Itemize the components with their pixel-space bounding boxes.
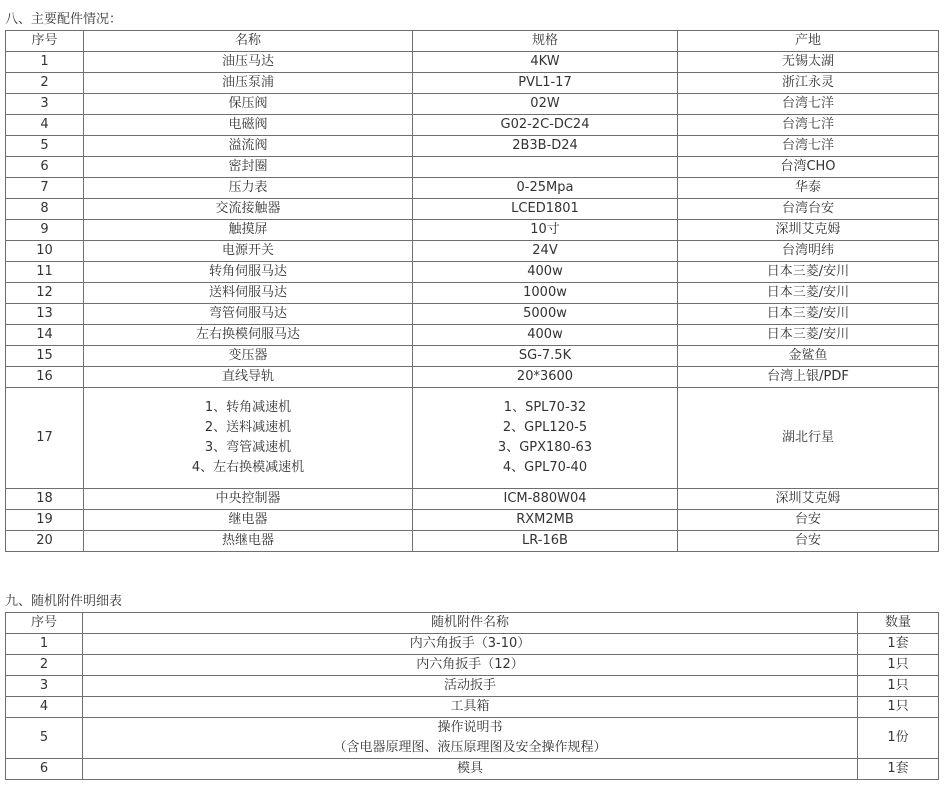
serial-cell: 16 (6, 367, 84, 388)
origin-cell: 深圳艾克姆 (678, 220, 939, 241)
origin-cell: 华泰 (678, 178, 939, 199)
table-row (6, 262, 939, 283)
name-cell-line: 2、送料减速机 (204, 420, 292, 435)
accessory-name-cell: 工具箱 (83, 697, 858, 718)
serial-cell: 1 (6, 52, 84, 73)
spec-cell: ICM-880W04 (413, 489, 678, 510)
serial-cell: 5 (6, 136, 84, 157)
table-row (6, 94, 939, 115)
spec-cell-line: 4、GPL70-40 (502, 460, 588, 475)
origin-cell: 台湾台安 (678, 199, 939, 220)
serial-cell: 15 (6, 346, 84, 367)
serial-cell: 9 (6, 220, 84, 241)
quantity-cell: 1只 (858, 655, 939, 676)
serial-cell: 12 (6, 283, 84, 304)
spec-cell: 24V (413, 241, 678, 262)
name-cell: 变压器 (84, 346, 413, 367)
quantity-cell: 1只 (858, 697, 939, 718)
origin-cell: 日本三菱/安川 (678, 262, 939, 283)
spec-cell: 20*3600 (413, 367, 678, 388)
serial-cell: 3 (6, 94, 84, 115)
name-cell-line: 1、转角减速机 (204, 400, 292, 415)
quantity-cell: 1份 (858, 718, 939, 759)
table-row (6, 115, 939, 136)
name-cell: 弯管伺服马达 (84, 304, 413, 325)
accessory-name-cell: 内六角扳手（12） (83, 655, 858, 676)
name-cell: 密封圈 (84, 157, 413, 178)
quantity-header: 数量 (858, 613, 939, 634)
serial-cell: 11 (6, 262, 84, 283)
serial-cell: 2 (6, 73, 84, 94)
table-row (6, 157, 939, 178)
serial-cell: 14 (6, 325, 84, 346)
table-row (6, 283, 939, 304)
table-row (6, 697, 939, 718)
serial-cell: 5 (6, 718, 83, 759)
serial-cell: 19 (6, 510, 84, 531)
origin-cell: 台湾明纬 (678, 241, 939, 262)
name-cell: 电源开关 (84, 241, 413, 262)
spec-cell: 0-25Mpa (413, 178, 678, 199)
table-row (6, 199, 939, 220)
serial-cell: 1 (6, 634, 83, 655)
origin-cell: 台湾CHO (678, 157, 939, 178)
accessory-name-cell-line: 操作说明书 (437, 720, 503, 735)
spec-cell: 2B3B-D24 (413, 136, 678, 157)
table-row (6, 367, 939, 388)
table-row (6, 676, 939, 697)
accessory-name-cell: 活动扳手 (83, 676, 858, 697)
serial-header: 序号 (6, 31, 84, 52)
accessory-name-cell (83, 718, 858, 759)
serial-header: 序号 (6, 613, 83, 634)
name-cell: 送料伺服马达 (84, 283, 413, 304)
serial-cell: 13 (6, 304, 84, 325)
quantity-cell: 1只 (858, 676, 939, 697)
serial-cell: 7 (6, 178, 84, 199)
table-row (6, 759, 939, 780)
spec-cell: 400w (413, 325, 678, 346)
name-cell: 转角伺服马达 (84, 262, 413, 283)
serial-cell: 2 (6, 655, 83, 676)
section8-title: 八、主要配件情况： (5, 12, 123, 27)
serial-cell: 17 (6, 388, 84, 489)
spec-cell: G02-2C-DC24 (413, 115, 678, 136)
serial-cell: 18 (6, 489, 84, 510)
table-row (6, 718, 939, 759)
name-cell: 继电器 (84, 510, 413, 531)
spec-cell: LR-16B (413, 531, 678, 552)
origin-cell: 台湾七洋 (678, 94, 939, 115)
parts-table (5, 30, 939, 552)
table-row (6, 531, 939, 552)
name-cell: 溢流阀 (84, 136, 413, 157)
serial-cell: 10 (6, 241, 84, 262)
spec-cell: SG-7.5K (413, 346, 678, 367)
spec-header: 规格 (413, 31, 678, 52)
name-cell-line: 3、弯管减速机 (204, 440, 292, 455)
table-header-row (6, 31, 939, 52)
spec-cell-line: 1、SPL70-32 (503, 400, 587, 415)
table-row (6, 346, 939, 367)
accessory-name-cell-line: （含电器原理图、液压原理图及安全操作规程） (333, 740, 607, 755)
origin-cell: 深圳艾克姆 (678, 489, 939, 510)
table-row (6, 241, 939, 262)
table-row (6, 178, 939, 199)
quantity-cell: 1套 (858, 759, 939, 780)
table-header-row (6, 613, 939, 634)
origin-header: 产地 (678, 31, 939, 52)
name-cell: 保压阀 (84, 94, 413, 115)
table-row (6, 325, 939, 346)
table-row (6, 634, 939, 655)
origin-cell: 金鲨鱼 (678, 346, 939, 367)
origin-cell: 浙江永灵 (678, 73, 939, 94)
table-row (6, 304, 939, 325)
name-cell: 左右换模伺服马达 (84, 325, 413, 346)
accessories-table (5, 612, 939, 780)
origin-cell: 湖北行星 (678, 388, 939, 489)
accessory-name-header: 随机附件名称 (83, 613, 858, 634)
serial-cell: 20 (6, 531, 84, 552)
table-row (6, 220, 939, 241)
table-row (6, 136, 939, 157)
table-row (6, 73, 939, 94)
origin-cell: 日本三菱/安川 (678, 304, 939, 325)
serial-cell: 4 (6, 697, 83, 718)
name-cell: 油压马达 (84, 52, 413, 73)
serial-cell: 4 (6, 115, 84, 136)
table-row (6, 510, 939, 531)
name-cell: 中央控制器 (84, 489, 413, 510)
origin-cell: 台湾七洋 (678, 136, 939, 157)
name-cell: 压力表 (84, 178, 413, 199)
origin-cell: 台安 (678, 531, 939, 552)
accessory-name-cell: 内六角扳手（3-10） (83, 634, 858, 655)
name-cell: 交流接触器 (84, 199, 413, 220)
origin-cell: 无锡太湖 (678, 52, 939, 73)
table-row (6, 489, 939, 510)
accessory-name-cell: 模具 (83, 759, 858, 780)
section9-title: 九、随机附件明细表 (5, 594, 123, 609)
spec-cell: RXM2MB (413, 510, 678, 531)
spec-cell: 1000w (413, 283, 678, 304)
quantity-cell: 1套 (858, 634, 939, 655)
name-cell (84, 388, 413, 489)
spec-cell-line: 2、GPL120-5 (502, 420, 588, 435)
serial-cell: 6 (6, 759, 83, 780)
name-cell: 油压泵浦 (84, 73, 413, 94)
serial-cell: 3 (6, 676, 83, 697)
name-cell: 电磁阀 (84, 115, 413, 136)
origin-cell: 台湾七洋 (678, 115, 939, 136)
table-row (6, 388, 939, 489)
table-row (6, 52, 939, 73)
serial-cell: 6 (6, 157, 84, 178)
serial-cell: 8 (6, 199, 84, 220)
spec-cell: 4KW (413, 52, 678, 73)
name-cell: 触摸屏 (84, 220, 413, 241)
name-cell: 热继电器 (84, 531, 413, 552)
spec-cell: LCED1801 (413, 199, 678, 220)
spec-cell: PVL1-17 (413, 73, 678, 94)
origin-cell: 日本三菱/安川 (678, 283, 939, 304)
name-cell: 直线导轨 (84, 367, 413, 388)
table-row (6, 655, 939, 676)
origin-cell: 台安 (678, 510, 939, 531)
spec-cell-line: 3、GPX180-63 (497, 440, 593, 455)
origin-cell: 台湾上银/PDF (678, 367, 939, 388)
spec-cell: 400w (413, 262, 678, 283)
origin-cell: 日本三菱/安川 (678, 325, 939, 346)
spec-cell: 10寸 (413, 220, 678, 241)
spec-cell (413, 157, 678, 178)
spec-cell: 5000w (413, 304, 678, 325)
spec-cell: 02W (413, 94, 678, 115)
spec-cell (413, 388, 678, 489)
name-header: 名称 (84, 31, 413, 52)
name-cell-line: 4、左右换模减速机 (191, 460, 305, 475)
